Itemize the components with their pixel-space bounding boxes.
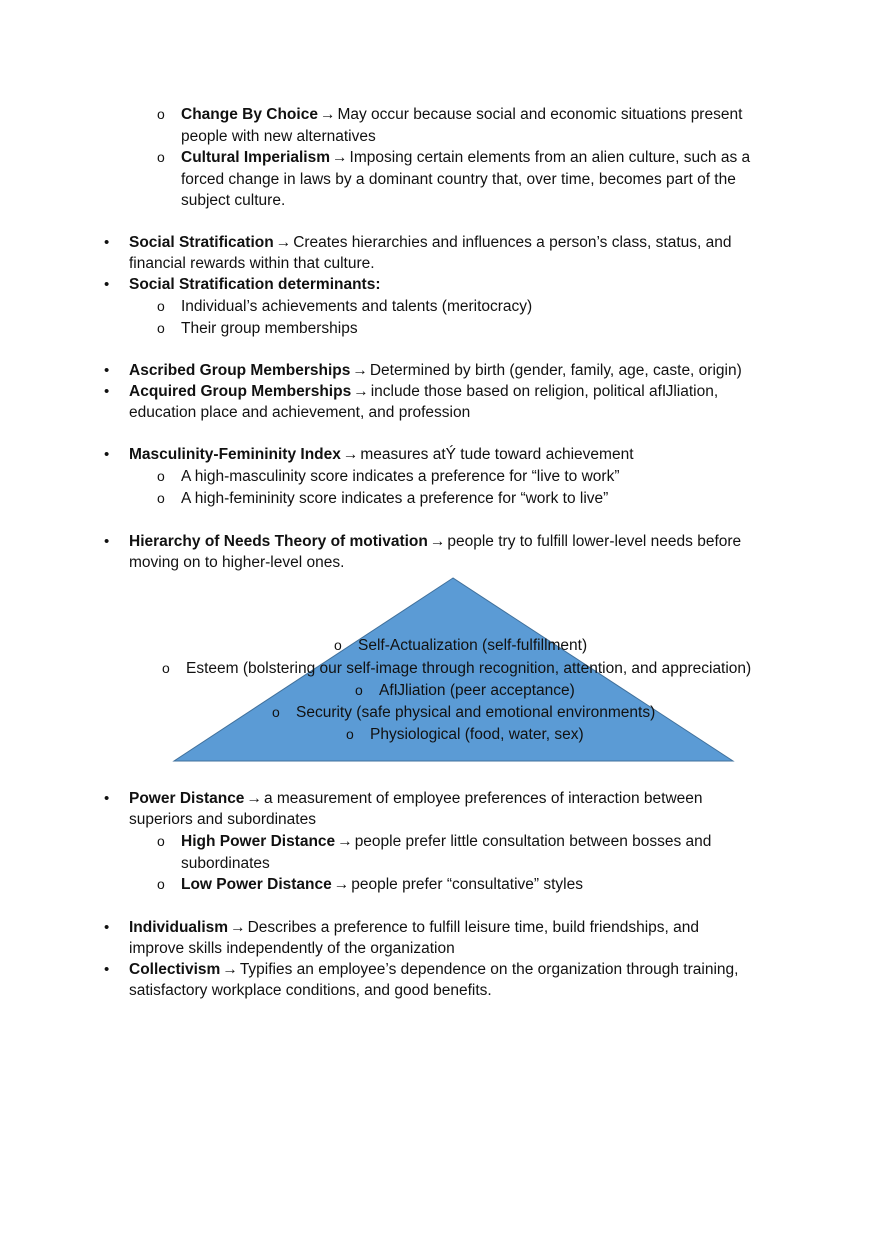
- power-distance-item: [129, 788, 703, 809]
- definition: a measurement of employee preferences of interaction between: [263, 790, 703, 807]
- bullet: •: [104, 533, 110, 550]
- circle-bullet: o: [157, 833, 165, 849]
- bullet: •: [104, 362, 110, 379]
- definition: people prefer little consultation between bosses and: [354, 833, 712, 850]
- circle-bullet: o: [272, 704, 280, 720]
- mf-index-item: [129, 444, 634, 465]
- term: Change By Choice: [181, 106, 318, 123]
- acquired-item: [129, 381, 718, 402]
- circle-bullet: o: [157, 468, 165, 484]
- arrow-right-icon: →: [337, 833, 353, 850]
- high-power-item: [181, 831, 711, 852]
- definition: include those based on religion, political afĲliation,: [370, 383, 719, 400]
- term: High Power Distance: [181, 833, 336, 850]
- arrow-right-icon: →: [332, 149, 348, 166]
- hierarchy-item: [129, 531, 741, 552]
- term: Hierarchy of Needs Theory of motivation: [129, 533, 428, 550]
- collectivism-cont: satisfactory workplace conditions, and good benefits.: [129, 982, 492, 999]
- definition: people prefer “consultative” styles: [351, 876, 583, 893]
- stratification-determinants-heading: Social Stratification determinants:: [129, 276, 381, 293]
- circle-bullet: o: [157, 876, 165, 892]
- pyramid-level-security: Security (safe physical and emotional environments): [296, 704, 656, 721]
- definition: Describes a preference to fulfill leisure time, build friendships, and: [247, 919, 700, 936]
- individualism-cont: improve skills independently of the organization: [129, 940, 455, 957]
- arrow-right-icon: →: [342, 446, 359, 463]
- circle-bullet: o: [157, 320, 165, 336]
- arrow-right-icon: →: [353, 383, 369, 400]
- pyramid-level-esteem: Esteem (bolstering our self-image through recognition, attention, and appreciation): [186, 660, 752, 677]
- definition: Imposing certain elements from an alien culture, such as a: [349, 149, 751, 166]
- definition: people try to fulfill lower-level needs before: [447, 533, 742, 550]
- determinant-item: Their group memberships: [181, 320, 358, 337]
- term: Social Stratification: [129, 234, 274, 251]
- circle-bullet: o: [355, 682, 363, 698]
- cultural-imperialism-cont: subject culture.: [181, 192, 286, 209]
- circle-bullet: o: [157, 106, 165, 122]
- definition: Determined by birth (gender, family, age, caste, origin): [369, 362, 742, 379]
- determinant-item: Individual’s achievements and talents (meritocracy): [181, 298, 533, 315]
- individualism-item: [129, 917, 699, 938]
- bullet: •: [104, 446, 110, 463]
- term: Low Power Distance: [181, 876, 332, 893]
- definition: Typifies an employee’s dependence on the organization through training,: [239, 961, 739, 978]
- social-stratification-cont: financial rewards within that culture.: [129, 255, 375, 272]
- social-stratification-item: [129, 232, 731, 253]
- term: Collectivism: [129, 961, 221, 978]
- arrow-right-icon: →: [246, 790, 262, 807]
- arrow-right-icon: →: [352, 362, 368, 379]
- arrow-right-icon: →: [222, 961, 238, 978]
- change-by-choice-cont: people with new alternatives: [181, 128, 376, 145]
- arrow-right-icon: →: [230, 919, 246, 936]
- hierarchy-cont: moving on to higher-level ones.: [129, 554, 345, 571]
- ascribed-item: [129, 360, 742, 381]
- bullet: •: [104, 790, 110, 807]
- definition: May occur because social and economic situations present: [337, 106, 743, 123]
- term: Masculinity-Femininity Index: [129, 446, 341, 463]
- arrow-right-icon: →: [319, 106, 336, 123]
- collectivism-item: [129, 959, 738, 980]
- high-power-cont: subordinates: [181, 855, 270, 872]
- mf-subitem: A high-masculinity score indicates a preference for “live to work”: [181, 468, 620, 485]
- term: Acquired Group Memberships: [129, 383, 352, 400]
- arrow-right-icon: →: [333, 876, 350, 893]
- bullet: •: [104, 383, 110, 400]
- term: Ascribed Group Memberships: [129, 362, 351, 379]
- cultural-imperialism-cont: forced change in laws by a dominant country that, over time, becomes part of the: [181, 171, 736, 188]
- arrow-right-icon: →: [429, 533, 446, 550]
- pyramid-level-self-actualization: Self-Actualization (self-fulfillment): [358, 637, 588, 654]
- cultural-imperialism-item: [181, 147, 750, 168]
- circle-bullet: o: [162, 660, 170, 676]
- bullet: •: [104, 276, 110, 293]
- term: Power Distance: [129, 790, 245, 807]
- bullet: •: [104, 961, 110, 978]
- definition: Creates hierarchies and influences a person’s class, status, and: [293, 234, 732, 251]
- arrow-right-icon: →: [275, 234, 292, 251]
- term: Cultural Imperialism: [181, 149, 331, 166]
- circle-bullet: o: [346, 726, 354, 742]
- low-power-item: [181, 874, 583, 895]
- mf-subitem: A high-femininity score indicates a preference for “work to live”: [181, 490, 609, 507]
- circle-bullet: o: [334, 637, 342, 653]
- definition: measures atÝ tude toward achievement: [360, 446, 634, 463]
- change-by-choice-item: [181, 104, 742, 125]
- circle-bullet: o: [157, 490, 165, 506]
- acquired-cont: education place and achievement, and profession: [129, 404, 471, 421]
- circle-bullet: o: [157, 149, 165, 165]
- bullet: •: [104, 234, 110, 251]
- bullet: •: [104, 919, 110, 936]
- term: Individualism: [129, 919, 229, 936]
- pyramid-level-physiological: Physiological (food, water, sex): [370, 726, 584, 743]
- pyramid-level-affiliation: AfĲliation (peer acceptance): [379, 682, 575, 699]
- circle-bullet: o: [157, 298, 165, 314]
- power-distance-cont: superiors and subordinates: [129, 811, 316, 828]
